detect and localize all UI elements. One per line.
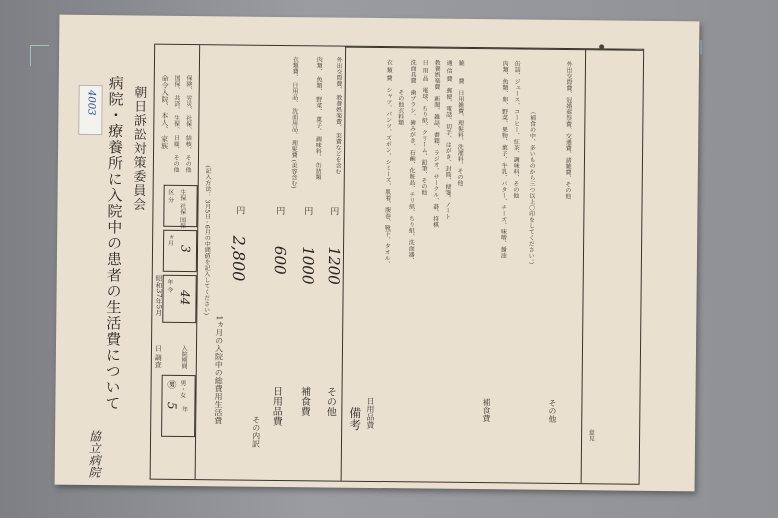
income-header: 命令入院、 本人、 家族 [160, 74, 170, 150]
note-label-food: 補食費 [481, 398, 492, 423]
note-line: 衣 類 費 シャツ、パンツ、ズボン、シミーズ、肌着、腹巻、靴下、タオル、 [383, 59, 393, 267]
note-line: 外出交際費、冠婚葬祭費、交通費、諸雑費、その他 [563, 60, 573, 200]
catalog-number: 4003 [85, 89, 97, 116]
monthly-amount: 2,800 [228, 235, 249, 282]
survey-date: 昭和37年5月 [154, 274, 164, 317]
patient-box [161, 375, 196, 437]
months-value: 3 [178, 244, 193, 253]
note-line: 肉類、魚類、卵、野菜、果物、菓子、牛乳、バター、チーズ、味噌、醤油 [499, 60, 509, 259]
breakdown-header: その内訳 [251, 415, 261, 448]
sex-mark: ㊚ [165, 379, 176, 389]
age-value: 44 [177, 289, 192, 306]
sex-labels: 男・女 [178, 379, 186, 399]
note-line: 缶詰、ジュース、コーヒー、紅茶、調味料、その他 [511, 60, 521, 199]
row-unit-daily: 円 [274, 205, 285, 216]
row-unit-food: 円 [302, 206, 313, 216]
edge-mark [700, 40, 702, 54]
age-box [162, 275, 197, 323]
row-amount-daily: 600 [270, 245, 290, 275]
months-box [163, 230, 197, 272]
row-unit-other: 円 [328, 206, 339, 216]
binding-dot [599, 44, 604, 49]
note-line: 日 用 品 電球、ちり紙、クリーム、鉛筆、その他 [419, 59, 429, 196]
monthly-yen: 円 [234, 205, 245, 215]
row-detail-food: 肉類、 魚類、 野菜、 菓子、 調味料、 缶詰類 [313, 56, 323, 180]
note-line: 通 信 費 郵便、電話、切手、はがき、封筒、便箋、ノート [443, 59, 453, 220]
form-frame [150, 44, 645, 485]
stay-length-label: 入院期間 [179, 344, 188, 370]
kind-box [163, 185, 197, 227]
biko-header: 備考 [347, 406, 362, 431]
note-label-daily: 日用品費 [365, 396, 376, 429]
age-label: 年 令 [165, 278, 173, 293]
corner-mark [30, 45, 49, 66]
catalog-tag [78, 85, 103, 135]
row-amount-other: 1200 [324, 246, 344, 285]
survey-date-suffix: 日 調査 [154, 344, 163, 368]
document-title: 病院・療養所に入院中の患者の生活費について [103, 75, 125, 412]
note-line: 教養娯楽費 新聞、雑誌、書籍、ラジオ、サークル、碁、将棋 [431, 59, 441, 228]
row-amount-food: 1000 [298, 246, 318, 285]
note-line: 雑 費 日用雑費、理髪料、洗濯料、その他 [455, 59, 465, 186]
row-detail-other: 外出交際費、 教養娯楽費、 実費などを含む [334, 56, 343, 175]
row-label-daily: 日用品費 [270, 385, 282, 427]
kind-label: 区 分 [166, 188, 174, 203]
years-label: 年 [180, 405, 188, 413]
side-note: 協立病院 [87, 429, 102, 479]
months-label: ヵ月 [166, 233, 174, 246]
footer-divider [581, 49, 587, 483]
note-line: 洗面具費 歯ブラシ、歯みがき、石鹸、化粧品、チリ紙、ちり紙、洗面器、 [407, 59, 417, 264]
instruction-note: (記入方法： 3月5日 - 6月の中間値を記入してください) [202, 165, 212, 316]
note-line: （補食の中、多いものから三つ以上〇印をしてください。） [527, 108, 536, 268]
monthly-label: 1ヵ月の入院中の総費用生活費 [213, 315, 224, 425]
note-label-other: その他 [547, 398, 558, 423]
row-detail-daily: 衣類費、 日用品、 洗面用品、 理髪費 (美容含む) [289, 56, 299, 189]
document-sheet [55, 15, 700, 492]
years-value: 5 [164, 401, 179, 410]
footer-label: 意見 [587, 429, 595, 442]
row-label-other: その他 [324, 386, 336, 417]
kind-options: 生保 社保 国保 [178, 188, 186, 229]
row-label-food: 補食費 [298, 386, 310, 417]
income-options-2: 保険、 労災、 社保、 結核、 その他 [184, 74, 193, 173]
income-options: 国保、 共済、 生保、 日雇、 その他 [172, 74, 181, 173]
committee-name: 朝日訴訟対策委員会 [130, 85, 147, 212]
note-line: その他衣料類 [396, 59, 405, 126]
